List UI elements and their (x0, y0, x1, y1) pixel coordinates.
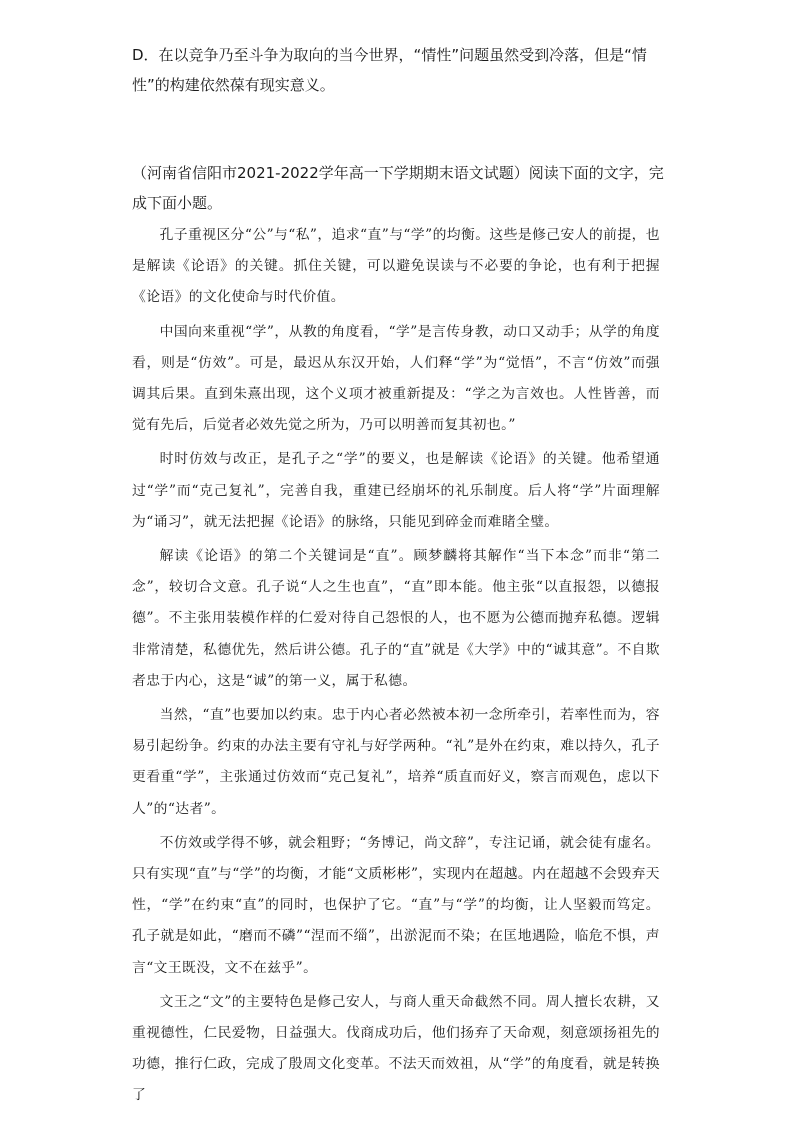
passage-paragraph: 时时仿效与改正，是孔子之“学”的要义，也是解读《论语》的关键。他希望通过“学”而“克己复礼”，完善自我，重建已经崩坏的礼乐制度。后人将“学”片面理解为“诵习”，就无法把握《论语》的脉络，只能见到碎金而难睹全璧。 (132, 451, 660, 530)
passage-paragraph: 孔子重视区分“公”与“私”，追求“直”与“学”的均衡。这些是修己安人的前提，也是解读《论语》的关键。抓住关键，可以避免误读与不必要的争论，也有利于把握《论语》的文化使命与时代价值。 (132, 227, 660, 306)
passage-paragraph: 文王之“文”的主要特色是修己安人，与商人重天命截然不同。周人擅长农耕，又重视德性，仁民爱物，日益强大。伐商成功后，他们扬弃了天命观，刻意颂扬祖先的功德，推行仁政，完成了殷周文化变革。不法天而效祖，从“学”的角度看，就是转换了 (132, 993, 660, 1104)
question-source-note: （河南省信阳市2021-2022学年高一下学期期末语文试题）阅读下面的文字，完成下面小题。 (132, 164, 664, 212)
passage-paragraph: 中国向来重视“学”，从教的角度看，“学”是言传身教，动口又动手；从学的角度看，则是“仿效”。可是，最迟从东汉开始，人们释“学”为“觉悟”，不言“仿效”而强调其后果。直到朱熹出现，这个义项才被重新提及：“学之为言效也。人性皆善，而觉有先后，后觉者必效先觉之所为，乃可以明善而复其初也。” (132, 323, 660, 434)
passage-paragraph: 不仿效或学得不够，就会粗野；“务博记，尚文辞”，专注记诵，就会徒有虚名。只有实现“直”与“学”的均衡，才能“文质彬彬”，实现内在超越。内在超越不会毁弃天性，“学”在约束“直”的同时，也保护了它。“直”与“学”的均衡，让人坚毅而笃定。孔子就是如此，“磨而不磷”“涅而不缁”，出淤泥而不染；在匡地遇险，临危不惧，声言“文王既没，文不在兹乎”。 (132, 834, 660, 976)
reading-passage (132, 220, 660, 1115)
passage-paragraph: 当然，“直”也要加以约束。忠于内心者必然被本初一念所牵引，若率性而为，容易引起纷争。约束的办法主要有守礼与好学两种。“礼”是外在约束，难以持久，孔子更看重“学”，主张通过仿效而“克己复礼”，培养“质直而好义，察言而观色，虑以下人”的“达者”。 (132, 707, 660, 817)
passage-paragraph: 解读《论语》的第二个关键词是“直”。顾梦麟将其解作“当下本念”而非“第二念”，较切合文意。孔子说“人之生也直”，“直”即本能。他主张“以直报怨，以德报德”。不主张用装模作样的仁爱对待自己怨恨的人，也不愿为公德而抛弃私德。逻辑非常清楚，私德优先，然后讲公德。孔子的“直”就是《大学》中的“诚其意”。不自欺者忠于内心，这是“诚”的第一义，属于私德。 (132, 548, 660, 689)
option-d-text: D．在以竞争乃至斗争为取向的当今世界，“情性”问题虽然受到冷落，但是“情性”的构建依然葆有现实意义。 (132, 46, 647, 94)
